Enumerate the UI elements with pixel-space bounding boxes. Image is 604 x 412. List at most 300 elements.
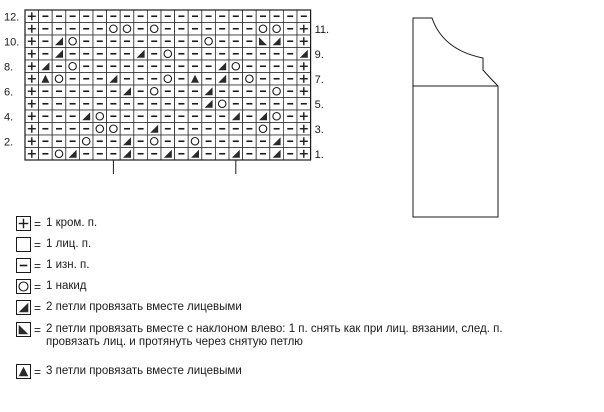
chart-cell <box>283 110 297 123</box>
chart-cell <box>39 23 53 36</box>
chart-cell <box>39 48 53 61</box>
chart-cell <box>256 48 270 61</box>
chart-cell <box>120 48 134 61</box>
legend-equals: = <box>34 259 42 273</box>
legend-description-line: 1 кром. п. <box>46 217 98 229</box>
chart-cell <box>270 110 284 123</box>
chart-cell <box>202 135 216 148</box>
chart-cell <box>107 135 121 148</box>
chart-cell <box>134 23 148 36</box>
chart-cell <box>161 85 175 98</box>
chart-cell <box>297 98 311 111</box>
chart-cell <box>52 60 66 73</box>
chart-cell <box>107 73 121 86</box>
chart-cell <box>175 135 189 148</box>
chart-cell <box>188 98 202 111</box>
chart-cell <box>52 110 66 123</box>
legend-description-line: 3 петли провязать вместе лицевыми <box>46 365 242 377</box>
chart-cell <box>215 60 229 73</box>
legend-edge-icon <box>16 216 31 231</box>
chart-cell <box>147 85 161 98</box>
chart-cell <box>188 23 202 36</box>
chart-cell <box>175 23 189 36</box>
chart-cell <box>25 60 39 73</box>
chart-cell <box>66 35 80 48</box>
legend-description-line: 1 изн. п. <box>46 259 90 271</box>
chart-cell <box>134 48 148 61</box>
chart-cell <box>93 148 107 161</box>
chart-cell <box>283 148 297 161</box>
chart-cell <box>120 98 134 111</box>
chart-cell <box>175 148 189 161</box>
chart-cell <box>134 148 148 161</box>
legend-item-yo <box>16 279 87 294</box>
chart-cell <box>147 135 161 148</box>
chart-cell <box>229 123 243 136</box>
chart-cell <box>270 35 284 48</box>
chart-cell <box>297 60 311 73</box>
chart-cell <box>161 73 175 86</box>
row-label-right: 5. <box>314 98 324 111</box>
chart-cell <box>215 48 229 61</box>
chart-cell <box>256 73 270 86</box>
chart-cell <box>283 23 297 36</box>
chart-cell <box>107 85 121 98</box>
chart-cell <box>297 123 311 136</box>
chart-cell <box>147 23 161 36</box>
chart-cell <box>147 60 161 73</box>
chart-cell <box>229 10 243 23</box>
legend-description <box>46 258 89 272</box>
chart-cell <box>147 98 161 111</box>
legend-description <box>46 237 91 251</box>
chart-cell <box>79 23 93 36</box>
chart-cell <box>270 73 284 86</box>
garment-schematic <box>395 0 505 225</box>
chart-cell <box>134 10 148 23</box>
chart-cell <box>297 135 311 148</box>
chart-cell <box>215 148 229 161</box>
chart-cell <box>270 123 284 136</box>
chart-cell <box>243 10 257 23</box>
legend-equals: = <box>34 280 42 294</box>
chart-cell <box>188 60 202 73</box>
chart-cell <box>270 60 284 73</box>
chart-cell <box>66 148 80 161</box>
chart-cell <box>243 35 257 48</box>
chart-cell <box>243 73 257 86</box>
row-label-right: 7. <box>314 73 324 86</box>
chart-cell <box>256 123 270 136</box>
chart-cell <box>147 123 161 136</box>
chart-cell <box>175 35 189 48</box>
chart-cell <box>134 73 148 86</box>
chart-cell <box>270 10 284 23</box>
chart-cell <box>188 85 202 98</box>
legend-item-purl <box>16 258 89 273</box>
chart-cell <box>134 35 148 48</box>
chart-cell <box>39 85 53 98</box>
legend-k3tog-icon <box>16 364 31 379</box>
chart-cell <box>283 73 297 86</box>
chart-cell <box>229 35 243 48</box>
chart-cell <box>120 10 134 23</box>
legend-k2tog-icon <box>16 300 31 315</box>
row-label-left: 10. <box>4 36 20 49</box>
chart-cell <box>215 73 229 86</box>
chart-cell <box>39 110 53 123</box>
chart-cell <box>120 110 134 123</box>
chart-cell <box>79 98 93 111</box>
legend-item-k2tog <box>16 300 242 315</box>
chart-cell <box>270 98 284 111</box>
chart-cell <box>66 23 80 36</box>
chart-cell <box>202 98 216 111</box>
chart-cell <box>215 135 229 148</box>
chart-cell <box>79 60 93 73</box>
stitch-chart <box>0 0 330 190</box>
chart-cell <box>79 123 93 136</box>
chart-cell <box>52 135 66 148</box>
chart-cell <box>52 85 66 98</box>
chart-cell <box>66 98 80 111</box>
chart-cell <box>52 35 66 48</box>
chart-cell <box>161 48 175 61</box>
chart-cell <box>120 60 134 73</box>
chart-cell <box>147 48 161 61</box>
chart-cell <box>66 48 80 61</box>
chart-cell <box>66 135 80 148</box>
chart-cell <box>297 35 311 48</box>
chart-cell <box>229 148 243 161</box>
chart-cell <box>283 35 297 48</box>
chart-cell <box>25 10 39 23</box>
chart-cell <box>256 110 270 123</box>
chart-cell <box>93 23 107 36</box>
chart-cell <box>175 60 189 73</box>
chart-cell <box>107 60 121 73</box>
legend-equals: = <box>34 365 42 379</box>
chart-cell <box>256 98 270 111</box>
chart-cell <box>256 35 270 48</box>
chart-cell <box>134 135 148 148</box>
chart-cell <box>39 123 53 136</box>
chart-cell <box>256 85 270 98</box>
chart-cell <box>243 85 257 98</box>
chart-cell <box>215 123 229 136</box>
chart-cell <box>229 48 243 61</box>
chart-cell <box>256 60 270 73</box>
legend-description <box>46 300 242 314</box>
legend-description-line: 2 петли провязать вместе с наклоном влево: 1 п. снять как при лиц. вязании, след. п. <box>46 323 503 335</box>
chart-cell <box>39 35 53 48</box>
chart-cell <box>256 10 270 23</box>
chart-cell <box>229 23 243 36</box>
chart-cell <box>107 98 121 111</box>
chart-cell <box>107 110 121 123</box>
chart-cell <box>25 110 39 123</box>
chart-cell <box>175 110 189 123</box>
chart-cell <box>134 123 148 136</box>
chart-cell <box>161 135 175 148</box>
chart-cell <box>134 60 148 73</box>
chart-cell <box>66 123 80 136</box>
legend-item-k3tog <box>16 364 242 379</box>
chart-cell <box>202 23 216 36</box>
chart-cell <box>120 148 134 161</box>
chart-cell <box>25 23 39 36</box>
chart-cell <box>283 98 297 111</box>
chart-cell <box>161 35 175 48</box>
chart-cell <box>161 148 175 161</box>
row-label-left: 6. <box>4 86 14 99</box>
legend-yo-icon <box>16 279 31 294</box>
chart-cell <box>39 10 53 23</box>
chart-cell <box>297 148 311 161</box>
chart-cell <box>93 10 107 23</box>
chart-cell <box>134 98 148 111</box>
legend-description-line: 1 лиц. п. <box>46 238 92 250</box>
chart-cell <box>215 110 229 123</box>
chart-cell <box>161 60 175 73</box>
chart-cell <box>229 98 243 111</box>
chart-cell <box>229 110 243 123</box>
chart-cell <box>229 60 243 73</box>
chart-cell <box>25 98 39 111</box>
chart-cell <box>202 123 216 136</box>
chart-cell <box>39 98 53 111</box>
row-label-left: 2. <box>4 136 14 149</box>
chart-cell <box>243 110 257 123</box>
chart-cell <box>243 23 257 36</box>
chart-cell <box>202 110 216 123</box>
chart-cell <box>161 98 175 111</box>
chart-cell <box>93 110 107 123</box>
chart-cell <box>52 23 66 36</box>
chart-cell <box>25 85 39 98</box>
chart-cell <box>107 23 121 36</box>
chart-cell <box>25 73 39 86</box>
chart-cell <box>120 123 134 136</box>
chart-cell <box>215 98 229 111</box>
legend-purl-icon <box>16 258 31 273</box>
legend-description-line: 2 петли провязать вместе лицевыми <box>46 301 242 313</box>
legend-knit-icon <box>16 237 31 252</box>
chart-cell <box>147 35 161 48</box>
chart-cell <box>188 148 202 161</box>
chart-cell <box>52 48 66 61</box>
chart-cell <box>297 10 311 23</box>
chart-cell <box>79 10 93 23</box>
chart-cell <box>202 60 216 73</box>
legend-equals: = <box>34 217 42 231</box>
chart-cell <box>243 60 257 73</box>
chart-cell <box>297 48 311 61</box>
chart-cell <box>161 123 175 136</box>
legend-item-edge <box>16 216 97 231</box>
chart-cell <box>202 10 216 23</box>
chart-cell <box>256 148 270 161</box>
row-label-right: 9. <box>314 48 324 61</box>
chart-cell <box>202 48 216 61</box>
chart-cell <box>120 85 134 98</box>
chart-cell <box>243 48 257 61</box>
chart-cell <box>93 123 107 136</box>
chart-cell <box>120 135 134 148</box>
chart-cell <box>25 35 39 48</box>
chart-cell <box>39 73 53 86</box>
chart-cell <box>297 73 311 86</box>
chart-cell <box>270 23 284 36</box>
chart-cell <box>188 110 202 123</box>
chart-cell <box>297 110 311 123</box>
chart-cell <box>79 148 93 161</box>
chart-cell <box>120 23 134 36</box>
chart-cell <box>175 10 189 23</box>
chart-cell <box>243 135 257 148</box>
chart-cell <box>161 110 175 123</box>
chart-cell <box>270 148 284 161</box>
chart-cell <box>188 10 202 23</box>
chart-cell <box>188 135 202 148</box>
garment-outline <box>413 18 498 217</box>
chart-cell <box>93 48 107 61</box>
chart-cell <box>175 73 189 86</box>
chart-cell <box>93 35 107 48</box>
row-label-right: 11. <box>314 23 330 36</box>
chart-cell <box>93 135 107 148</box>
chart-cell <box>297 23 311 36</box>
chart-cell <box>25 148 39 161</box>
chart-cell <box>66 73 80 86</box>
chart-cell <box>52 98 66 111</box>
chart-cell <box>175 98 189 111</box>
chart-cell <box>52 73 66 86</box>
legend-ssk-icon <box>16 322 31 337</box>
chart-cell <box>256 135 270 148</box>
chart-cell <box>25 123 39 136</box>
chart-cell <box>215 10 229 23</box>
chart-cell <box>79 110 93 123</box>
chart-cell <box>52 123 66 136</box>
chart-cell <box>25 135 39 148</box>
legend-item-ssk <box>16 322 503 349</box>
chart-cell <box>147 110 161 123</box>
chart-cell <box>93 60 107 73</box>
chart-cell <box>175 85 189 98</box>
row-label-right: 3. <box>314 123 324 136</box>
chart-cell <box>120 35 134 48</box>
chart-cell <box>202 148 216 161</box>
chart-cell <box>188 35 202 48</box>
chart-cell <box>188 48 202 61</box>
chart-cell <box>243 98 257 111</box>
chart-cell <box>270 135 284 148</box>
chart-cell <box>215 23 229 36</box>
chart-cell <box>243 123 257 136</box>
chart-cell <box>79 48 93 61</box>
row-label-left: 4. <box>4 111 14 124</box>
legend-description <box>46 279 87 293</box>
legend-description <box>46 322 503 349</box>
chart-cell <box>66 85 80 98</box>
chart-cell <box>229 135 243 148</box>
chart-cell <box>243 148 257 161</box>
row-label-left: 12. <box>4 11 20 24</box>
chart-cell <box>39 60 53 73</box>
legend-item-knit <box>16 237 91 252</box>
chart-cell <box>147 73 161 86</box>
chart-cell <box>229 73 243 86</box>
chart-cell <box>93 85 107 98</box>
chart-cell <box>79 73 93 86</box>
chart-cell <box>175 123 189 136</box>
chart-cell <box>134 85 148 98</box>
chart-cell <box>283 60 297 73</box>
chart-cell <box>202 73 216 86</box>
chart-cell <box>66 10 80 23</box>
row-label-left: 8. <box>4 61 14 74</box>
chart-cell <box>297 85 311 98</box>
chart-cell <box>93 98 107 111</box>
chart-cell <box>202 85 216 98</box>
chart-cell <box>134 110 148 123</box>
chart-cell <box>107 48 121 61</box>
chart-cell <box>188 73 202 86</box>
chart-cell <box>161 23 175 36</box>
chart-cell <box>270 48 284 61</box>
chart-cell <box>215 35 229 48</box>
chart-cell <box>229 85 243 98</box>
chart-cell <box>256 23 270 36</box>
legend-description <box>46 216 97 230</box>
chart-cell <box>283 48 297 61</box>
chart-cell <box>270 85 284 98</box>
chart-cell <box>107 148 121 161</box>
chart-cell <box>107 123 121 136</box>
chart-cell <box>147 148 161 161</box>
chart-cell <box>147 10 161 23</box>
chart-cell <box>120 73 134 86</box>
chart-cell <box>283 85 297 98</box>
chart-cell <box>283 135 297 148</box>
chart-cell <box>107 35 121 48</box>
chart-cell <box>52 10 66 23</box>
chart-cell <box>39 148 53 161</box>
chart-cell <box>93 73 107 86</box>
chart-cell <box>66 110 80 123</box>
legend-equals: = <box>34 323 42 337</box>
legend-equals: = <box>34 238 42 252</box>
chart-cell <box>161 10 175 23</box>
chart-cell <box>52 148 66 161</box>
chart-cell <box>39 135 53 148</box>
chart-cell <box>215 85 229 98</box>
chart-cell <box>107 10 121 23</box>
legend-equals: = <box>34 301 42 315</box>
chart-cell <box>188 123 202 136</box>
chart-cell <box>202 35 216 48</box>
row-label-right: 1. <box>314 148 324 161</box>
chart-cell <box>66 60 80 73</box>
legend-description <box>46 364 242 378</box>
chart-cell <box>79 135 93 148</box>
legend-description-line: 1 накид <box>46 280 87 292</box>
legend-description-line: провязать лиц. и протянуть через снятую петлю <box>46 336 303 348</box>
chart-cell <box>79 35 93 48</box>
chart-cell <box>25 48 39 61</box>
chart-cell <box>175 48 189 61</box>
